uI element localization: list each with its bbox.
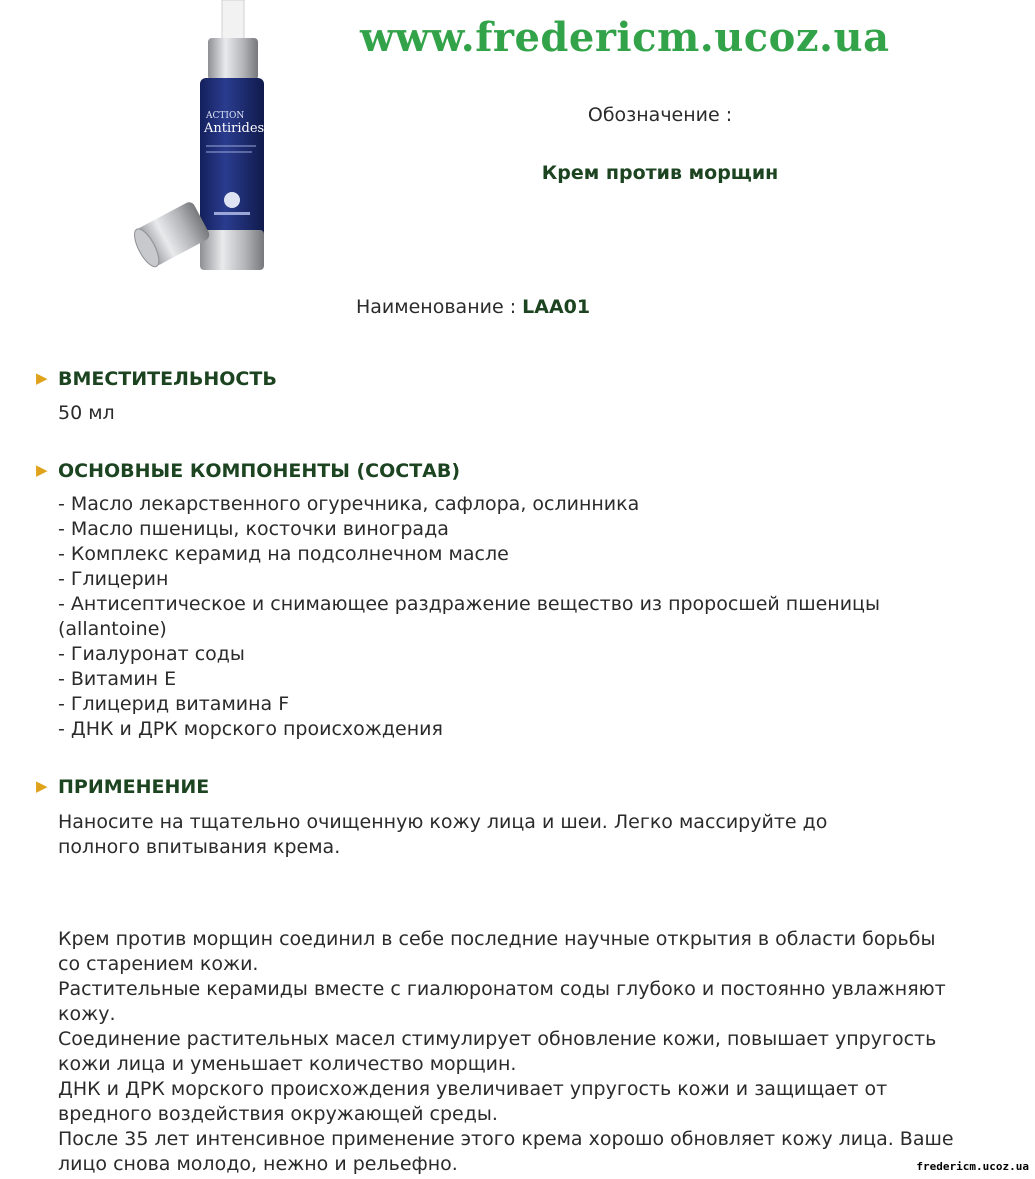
designation-label: Обозначение : [587, 104, 733, 126]
section-application-heading: ▶ ПРИМЕНЕНИЕ [36, 776, 210, 798]
description-paragraph: ДНК и ДРК морского происхождения увеличивает упругость кожи и защищает от вредного воздействия окружающей среды. [58, 1078, 888, 1125]
application-text: Наносите на тщательно очищенную кожу лица и шеи. Легко массируйте до полного впитывания крема. [58, 811, 828, 858]
section-capacity-heading: ▶ ВМЕСТИТЕЛЬНОСТЬ [36, 368, 277, 390]
product-image [130, 0, 280, 278]
list-item: - Масло пшеницы, косточки винограда [58, 518, 449, 540]
list-item: - Гиалуронат соды [58, 643, 245, 665]
svg-text:Antirides: Antirides [204, 121, 265, 136]
list-item: - ДНК и ДРК морского происхождения [58, 718, 443, 740]
list-item: - Комплекс керамид на подсолнечном масле [58, 543, 509, 565]
name-row [356, 296, 590, 318]
description [58, 927, 958, 1177]
list-item: - Глицерин [58, 568, 169, 590]
site-url[interactable]: www.fredericm.ucoz.ua [360, 14, 890, 61]
bullet-arrow-icon: ▶ [36, 461, 48, 479]
list-item: - Глицерид витамина F [58, 693, 290, 715]
watermark: fredericm.ucoz.ua [916, 1160, 1029, 1173]
description-paragraph: После 35 лет интенсивное применение этого крема хорошо обновляет кожу лица. Ваше лицо снова молодо, нежно и рельефно. [58, 1128, 954, 1175]
list-item: - Антисептическое и снимающее раздражение вещество из проросшей пшеницы (allantoine) [58, 593, 880, 640]
description-paragraph: Растительные керамиды вместе с гиалюронатом соды глубоко и постоянно увлажняют кожу. [58, 978, 946, 1025]
brand-lettering: ACTION [206, 111, 245, 121]
designation-value: Крем против морщин [541, 162, 779, 184]
components-list [58, 492, 958, 742]
name-code: LAA01 [522, 296, 591, 318]
capacity-value: 50 мл [58, 402, 115, 424]
bullet-arrow-icon: ▶ [36, 777, 48, 795]
description-paragraph: Соединение растительных масел стимулирует обновление кожи, повышает упругость кожи лица и уменьшает количество морщин. [58, 1028, 937, 1075]
bullet-arrow-icon: ▶ [36, 369, 48, 387]
list-item: - Масло лекарственного огуречника, сафлора, ослинника [58, 493, 640, 515]
list-item: - Витамин Е [58, 668, 177, 690]
section-components-heading: ▶ ОСНОВНЫЕ КОМПОНЕНТЫ (СОСТАВ) [36, 460, 461, 482]
description-paragraph: Крем против морщин соединил в себе последние научные открытия в области борьбы со старением кожи. [58, 928, 936, 975]
name-label: Наименование : [356, 296, 517, 318]
